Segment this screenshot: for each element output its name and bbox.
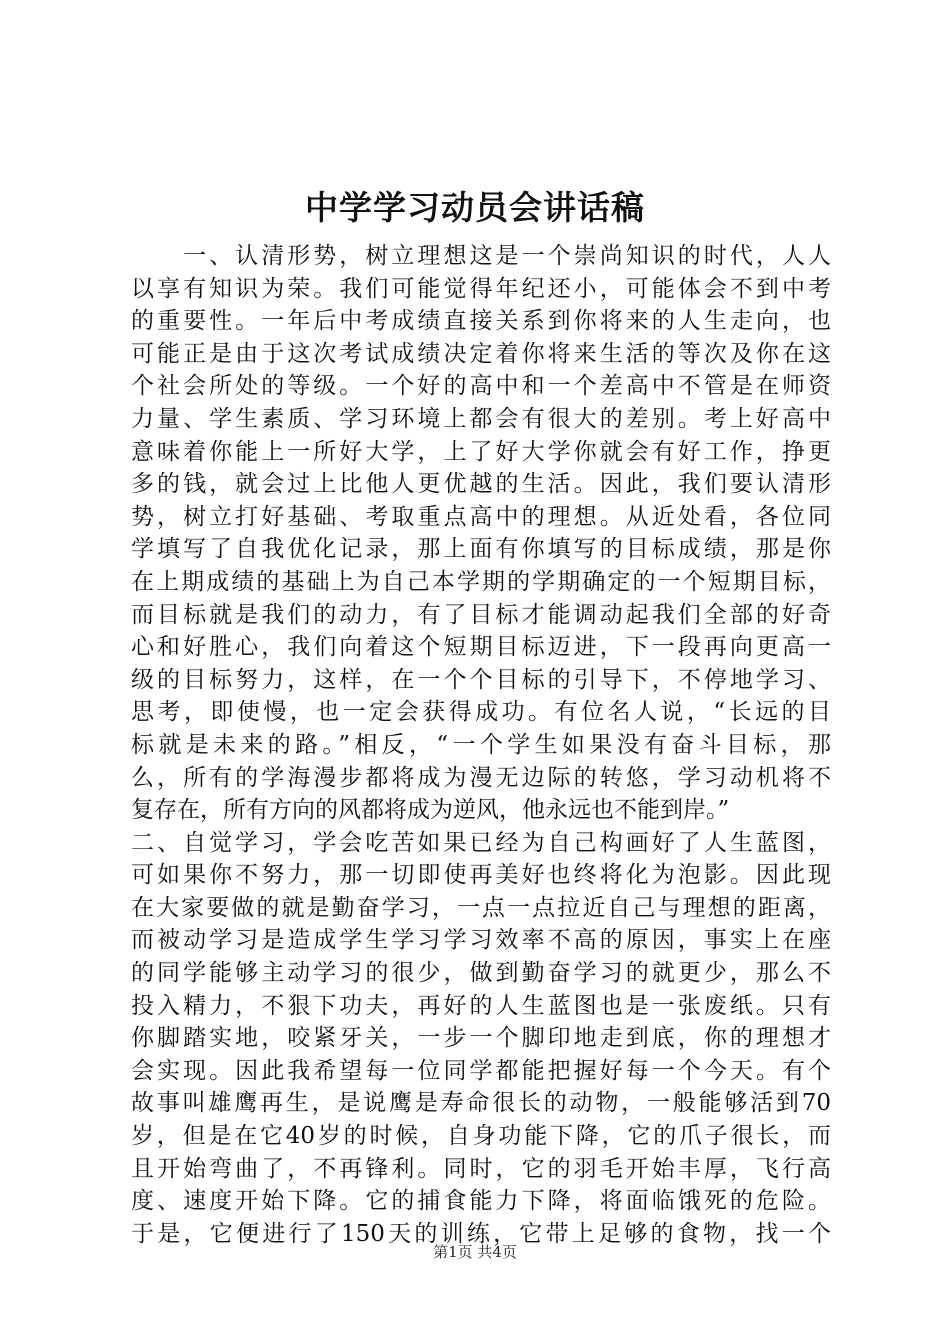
body-line: 投入精力，不狠下功夫，再好的人生蓝图也是一张废纸。只有 xyxy=(131,992,831,1019)
body-line: 的同学能够主动学习的很少，做到勤奋学习的就更少，那么不 xyxy=(131,960,831,987)
body-line: 心和好胜心，我们向着这个短期目标迈进，下一段再向更高一 xyxy=(131,634,831,661)
body-line: 故事叫雄鹰再生，是说鹰是寿命很长的动物，一般能够活到70 xyxy=(131,1090,831,1117)
body-line: 力量、学生素质、学习环境上都会有很大的差别。考上好高中 xyxy=(131,405,831,432)
body-line: 级的目标努力，这样，在一个个目标的引导下，不停地学习、 xyxy=(131,666,831,693)
body-line: 意味着你能上一所好大学，上了好大学你就会有好工作，挣更 xyxy=(131,438,831,465)
body-line: 个社会所处的等级。一个好的高中和一个差高中不管是在师资 xyxy=(131,373,831,400)
body-line: 一、认清形势，树立理想这是一个崇尚知识的时代，人人 xyxy=(131,243,831,269)
body-line: 学填写了自我优化记录，那上面有你填写的目标成绩，那是你 xyxy=(131,536,831,563)
page-number-footer: 第1页 共4页 xyxy=(433,1243,517,1261)
body-line: 会实现。因此我希望每一位同学都能把握好每一个今天。有个 xyxy=(131,1057,831,1084)
body-line: 度、速度开始下降。它的捕食能力下降，将面临饿死的危险。 xyxy=(131,1188,831,1215)
body-line: 在上期成绩的基础上为自己本学期的学期确定的一个短期目标， xyxy=(131,568,831,595)
body-line: 在大家要做的就是勤奋学习，一点一点拉近自己与理想的距离， xyxy=(131,894,831,921)
body-line: 于是，它便进行了150天的训练，它带上足够的食物，找一个 xyxy=(131,1220,831,1247)
body-line: 的重要性。一年后中考成绩直接关系到你将来的人生走向，也 xyxy=(131,308,831,335)
body-line: 且开始弯曲了，不再锋利。同时，它的羽毛开始丰厚，飞行高 xyxy=(131,1155,831,1182)
body-line: 你脚踏实地，咬紧牙关，一步一个脚印地走到底，你的理想才 xyxy=(131,1025,831,1052)
body-line: 而目标就是我们的动力，有了目标才能调动起我们全部的好奇 xyxy=(131,601,831,628)
body-line: 势，树立打好基础、考取重点高中的理想。从近处看，各位同 xyxy=(131,503,831,530)
body-line: 思考，即使慢，也一定会获得成功。有位名人说，“长远的目 xyxy=(131,699,831,726)
body-line: 多的钱，就会过上比他人更优越的生活。因此，我们要认清形 xyxy=(131,471,831,498)
body-line: 而被动学习是造成学生学习学习效率不高的原因，事实上在座 xyxy=(131,927,831,954)
body-line: 可能正是由于这次考试成绩决定着你将来生活的等次及你在这 xyxy=(131,340,831,367)
body-line: 以享有知识为荣。我们可能觉得年纪还小，可能体会不到中考 xyxy=(131,275,831,302)
body-line: 岁，但是在它40岁的时候，自身功能下降，它的爪子很长，而 xyxy=(131,1123,831,1150)
body-line: 可如果你不努力，那一切即使再美好也终将化为泡影。因此现 xyxy=(131,862,831,889)
document-title: 中学学习动员会讲话稿 xyxy=(305,188,645,227)
body-line: 么，所有的学海漫步都将成为漫无边际的转悠，学习动机将不 xyxy=(131,764,831,791)
body-line: 标就是未来的路。”相反，“一个学生如果没有奋斗目标，那 xyxy=(131,731,831,758)
body-line: 二、自觉学习，学会吃苦如果已经为自己构画好了人生蓝图， xyxy=(131,829,831,856)
document-body xyxy=(131,240,831,1250)
body-line: 复存在，所有方向的风都将成为逆风，他永远也不能到岸。” xyxy=(131,797,730,824)
